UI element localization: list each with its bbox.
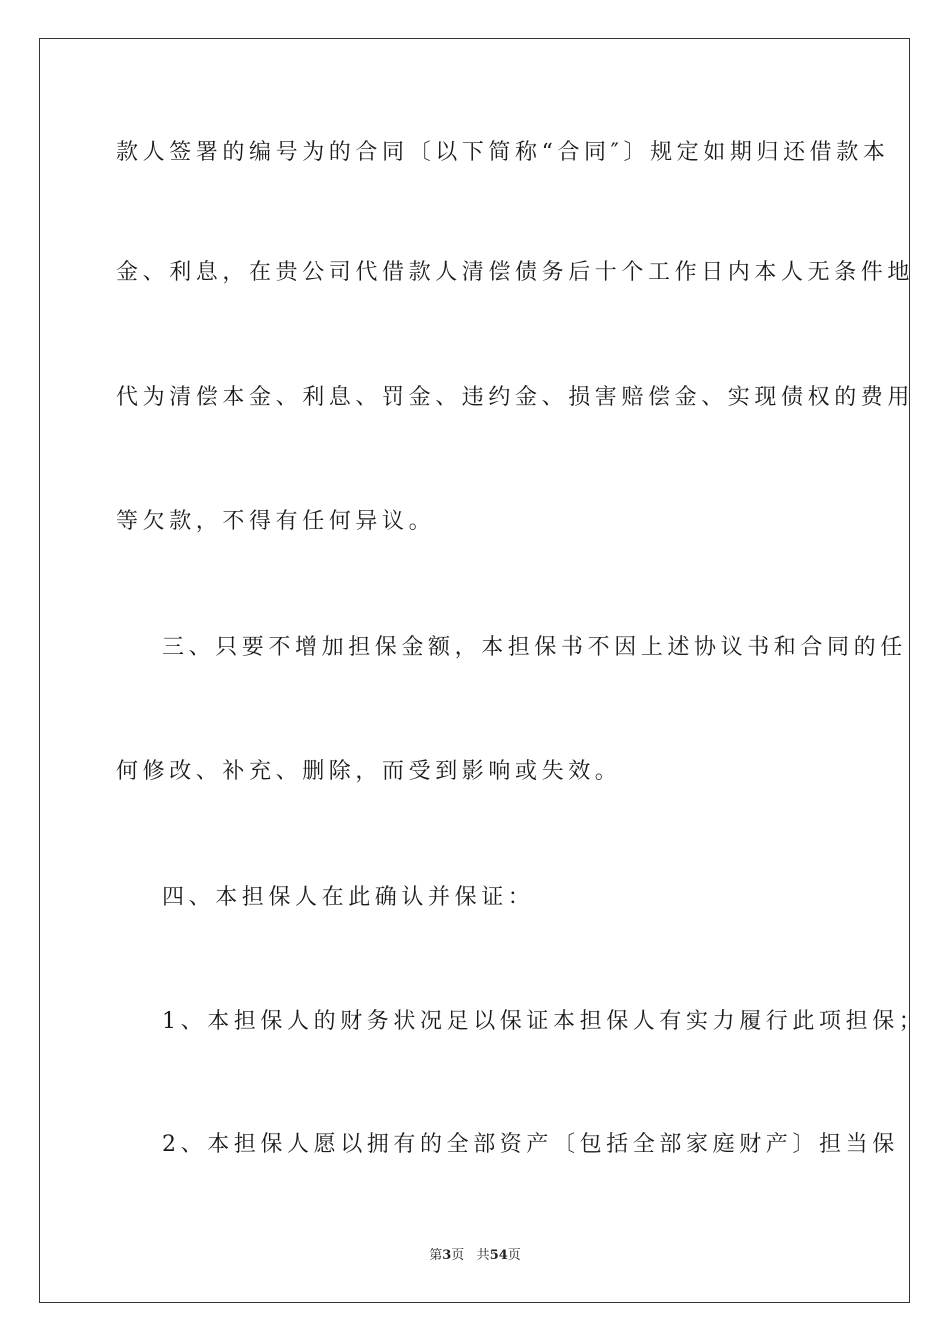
body-line-2: 金、利息，在贵公司代借款人清偿债务后十个工作日内本人无条件地 [116, 260, 915, 285]
footer-total-suffix: 页 [507, 1248, 521, 1263]
clause-three-line-2: 何修改、补充、删除，而受到影响或失效。 [116, 759, 622, 784]
body-line-4: 等欠款，不得有任何异议。 [116, 509, 436, 534]
clause-four-item-2: 2、本担保人愿以拥有的全部资产〔包括全部家庭财产〕担当保 [162, 1132, 899, 1157]
footer-prefix: 第 [429, 1248, 443, 1263]
page-border [39, 38, 910, 1303]
footer-total-prefix: 共 [476, 1248, 490, 1263]
clause-three-line-1: 三、只要不增加担保金额，本担保书不因上述协议书和合同的任 [162, 635, 907, 660]
footer-current-page: 3 [442, 1248, 452, 1263]
footer-total-pages: 54 [489, 1248, 508, 1263]
footer-page-word: 页 [451, 1248, 465, 1263]
body-line-3: 代为清偿本金、利息、罚金、违约金、损害赔偿金、实现债权的费用 [116, 385, 915, 410]
clause-four-heading: 四、本担保人在此确认并保证： [162, 885, 535, 910]
page-footer [0, 1247, 950, 1265]
clause-four-item-1: 1、本担保人的财务状况足以保证本担保人有实力履行此项担保； [162, 1009, 926, 1034]
body-line-1: 款人签署的编号为的合同〔以下简称“合同″〕规定如期归还借款本 [116, 140, 890, 165]
